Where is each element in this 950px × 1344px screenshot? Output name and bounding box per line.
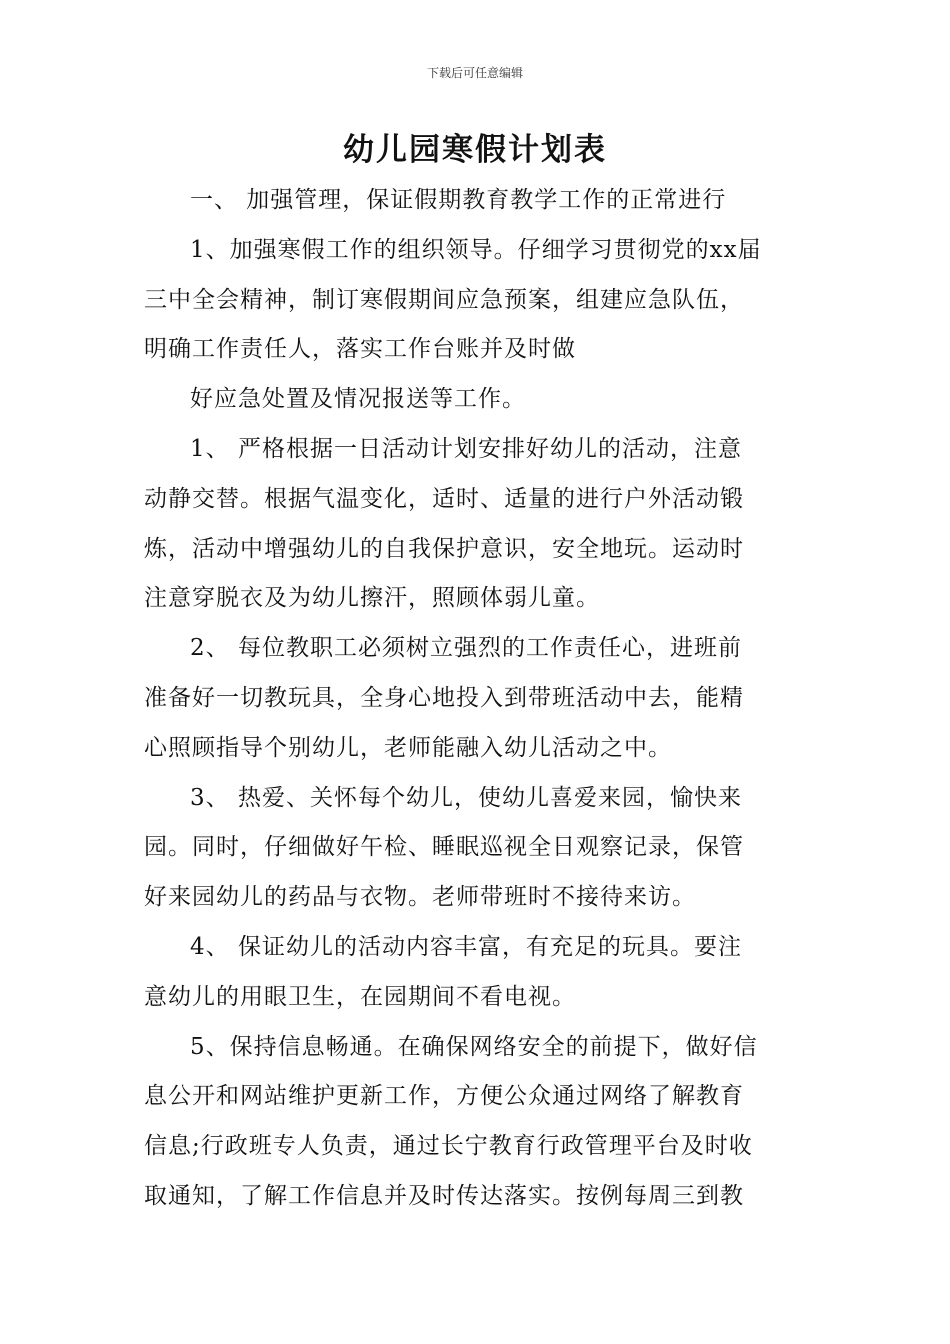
body-line: 信息;行政班专人负责，通过长宁教育行政管理平台及时收 (144, 1133, 753, 1160)
body-line: 一、 加强管理，保证假期教育教学工作的正常进行 (190, 187, 727, 213)
page-header-note: 下载后可任意编辑 (426, 66, 523, 80)
body-line: 4、 保证幼儿的活动内容丰富，有充足的玩具。要注 (190, 933, 742, 960)
body-line: 好应急处置及情况报送等工作。 (190, 386, 526, 413)
body-line: 1、加强寒假工作的组织领导。仔细学习贯彻党的xx届 (190, 236, 762, 263)
body-line: 明确工作责任人，落实工作台账并及时做 (144, 336, 576, 363)
body-line: 注意穿脱衣及为幼儿擦汗，照顾体弱儿童。 (144, 585, 600, 612)
body-line: 炼，活动中增强幼儿的自我保护意识，安全地玩。运动时 (144, 535, 744, 562)
body-line: 1、 严格根据一日活动计划安排好幼儿的活动，注意 (190, 435, 742, 462)
body-line: 2、 每位教职工必须树立强烈的工作责任心，进班前 (190, 635, 742, 662)
body-line: 心照顾指导个别幼儿，老师能融入幼儿活动之中。 (144, 734, 672, 761)
body-line: 三中全会精神，制订寒假期间应急预案，组建应急队伍， (144, 286, 744, 313)
document-title: 幼儿园寒假计划表 (343, 132, 607, 168)
body-line: 取通知，了解工作信息并及时传达落实。按例每周三到教 (144, 1182, 744, 1209)
document-body (144, 176, 808, 1222)
body-line: 动静交替。根据气温变化，适时、适量的进行户外活动锻 (144, 485, 744, 512)
body-line: 准备好一切教玩具，全身心地投入到带班活动中去，能精 (144, 684, 744, 711)
body-line: 5、保持信息畅通。在确保网络安全的前提下，做好信 (190, 1033, 758, 1060)
body-line: 息公开和网站维护更新工作，方便公众通过网络了解教育 (144, 1083, 744, 1110)
body-line: 意幼儿的用眼卫生，在园期间不看电视。 (144, 983, 576, 1010)
body-line: 园。同时，仔细做好午检、睡眠巡视全日观察记录，保管 (144, 834, 744, 861)
body-line: 3、 热爱、关怀每个幼儿，使幼儿喜爱来园，愉快来 (190, 784, 742, 811)
body-line: 好来园幼儿的药品与衣物。老师带班时不接待来访。 (144, 884, 696, 911)
